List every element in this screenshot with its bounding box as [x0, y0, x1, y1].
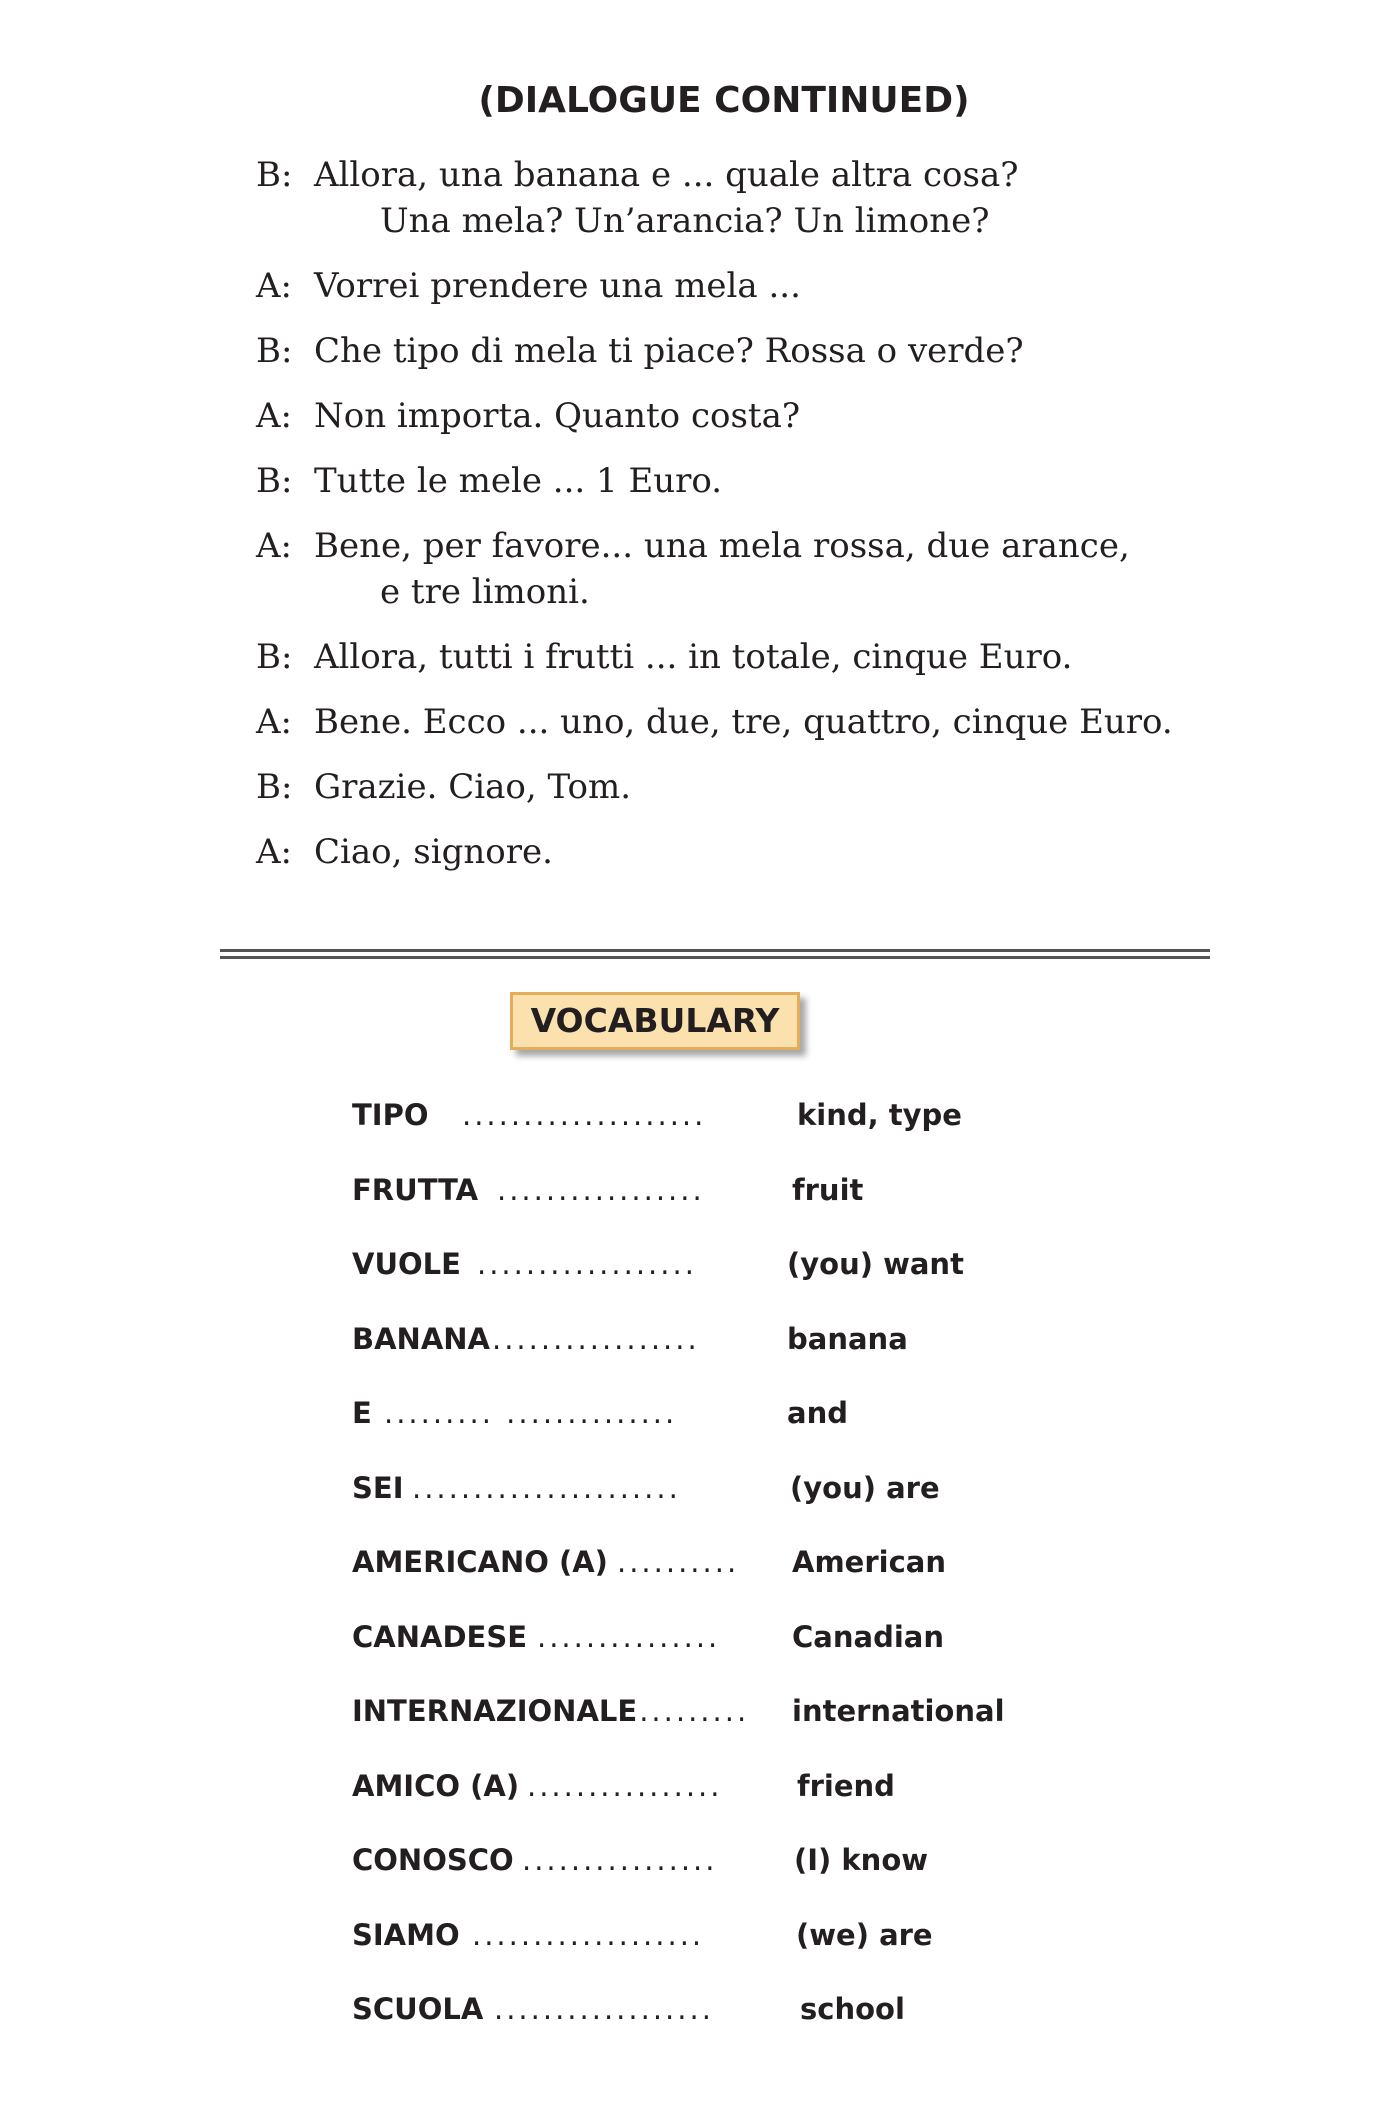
leader-dots: ............... [537, 1619, 721, 1654]
leader-dots: .................. [477, 1247, 697, 1281]
vocab-row [352, 1090, 1052, 1165]
vocab-row [352, 1686, 1052, 1761]
vocab-definition: (I) know [794, 1843, 929, 1877]
page-heading: (DIALOGUE CONTINUED) [478, 80, 970, 121]
dialogue-line [256, 827, 1276, 877]
vocab-row [352, 1984, 1052, 2059]
dialogue-text: Bene, per favore... una mela rossa, due arance, [314, 526, 1130, 566]
dialogue-line [256, 326, 1276, 376]
dialogue-line [256, 456, 1276, 506]
vocab-term: BANANA [352, 1321, 490, 1356]
speaker-label: B: [256, 155, 293, 195]
vocab-definition: fruit [792, 1172, 864, 1207]
dialogue-text: Vorrei prendere una mela ... [314, 266, 801, 306]
vocab-row [352, 1165, 1052, 1240]
vocab-definition: friend [797, 1768, 895, 1803]
dialogue-text: Bene. Ecco ... uno, due, tre, quattro, cinque Euro. [314, 702, 1173, 742]
dialogue-text-continued: Una mela? Un’arancia? Un limone? [380, 201, 990, 241]
dialogue-text: Non importa. Quanto costa? [314, 396, 801, 436]
leader-dots: ................ [527, 1768, 723, 1803]
dialogue-line [256, 697, 1276, 747]
vocab-row [352, 1910, 1052, 1985]
vocab-definition: school [800, 1992, 905, 2026]
vocab-row [352, 1314, 1052, 1389]
leader-dots: ................. [492, 1321, 700, 1356]
vocabulary-title: VOCABULARY [510, 992, 800, 1050]
vocabulary-list [352, 1090, 1052, 2059]
section-divider-top [220, 949, 1210, 952]
dialogue-text: Ciao, signore. [314, 832, 553, 872]
leader-dots: ................... [472, 1917, 705, 1952]
speaker-label: A: [256, 702, 293, 742]
dialogue-line [256, 391, 1276, 441]
vocab-term: CANADESE [352, 1619, 528, 1654]
vocab-definition: and [787, 1396, 848, 1430]
dialogue-line [256, 150, 1276, 246]
dialogue-text: Tutte le mele ... 1 Euro. [314, 461, 723, 501]
vocab-row [352, 1239, 1052, 1314]
leader-dots: .......... [617, 1545, 740, 1579]
vocab-term: E [352, 1396, 372, 1430]
vocab-definition: (you) are [790, 1470, 940, 1505]
vocab-definition: Canadian [792, 1619, 944, 1654]
vocab-row [352, 1537, 1052, 1612]
vocab-term: AMERICANO (A) [352, 1545, 608, 1579]
leader-dots: .......... [627, 1694, 750, 1728]
leader-dots: ................. [497, 1172, 705, 1207]
vocab-definition: (you) want [787, 1247, 964, 1281]
vocab-term: SEI [352, 1470, 404, 1505]
dialogue-text: Grazie. Ciao, Tom. [314, 767, 632, 807]
vocab-term: VUOLE [352, 1247, 461, 1281]
speaker-label: A: [256, 266, 293, 306]
vocab-definition: (we) are [796, 1917, 933, 1952]
dialogue [256, 150, 1276, 892]
speaker-label: B: [256, 637, 293, 677]
dialogue-text: Allora, tutti i frutti ... in totale, cinque Euro. [314, 637, 1073, 677]
speaker-label: B: [256, 767, 293, 807]
vocab-row [352, 1612, 1052, 1687]
vocab-term: INTERNAZIONALE [352, 1694, 638, 1728]
vocab-row [352, 1835, 1052, 1910]
leader-dots: .................. [494, 1992, 714, 2026]
vocab-term: CONOSCO [352, 1843, 514, 1877]
dialogue-text-continued: e tre limoni. [380, 572, 590, 612]
speaker-label: B: [256, 331, 293, 371]
speaker-label: A: [256, 396, 293, 436]
dialogue-text: Che tipo di mela ti piace? Rossa o verde? [314, 331, 1024, 371]
dialogue-text: Allora, una banana e ... quale altra cosa? [314, 155, 1019, 195]
vocab-term: SCUOLA [352, 1992, 484, 2026]
vocab-row [352, 1463, 1052, 1538]
vocab-term: TIPO [352, 1098, 429, 1132]
section-divider-bottom [220, 956, 1210, 959]
vocab-definition: kind, type [797, 1098, 962, 1132]
vocab-definition: American [792, 1545, 946, 1579]
speaker-label: A: [256, 526, 293, 566]
vocab-row [352, 1388, 1052, 1463]
dialogue-line [256, 261, 1276, 311]
dialogue-line [256, 632, 1276, 682]
vocab-row [352, 1761, 1052, 1836]
speaker-label: A: [256, 832, 293, 872]
vocab-definition: international [792, 1694, 1005, 1728]
leader-dots: .................... [462, 1098, 707, 1132]
speaker-label: B: [256, 461, 293, 501]
leader-dots: ...................... [412, 1470, 681, 1505]
vocab-term: AMICO (A) [352, 1768, 520, 1803]
vocab-term: FRUTTA [352, 1172, 479, 1207]
dialogue-line [256, 762, 1276, 812]
vocab-term: SIAMO [352, 1917, 460, 1952]
leader-dots: ......... .............. [384, 1396, 678, 1430]
dialogue-line [256, 521, 1276, 617]
vocab-definition: banana [787, 1321, 908, 1356]
leader-dots: ................ [522, 1843, 718, 1877]
